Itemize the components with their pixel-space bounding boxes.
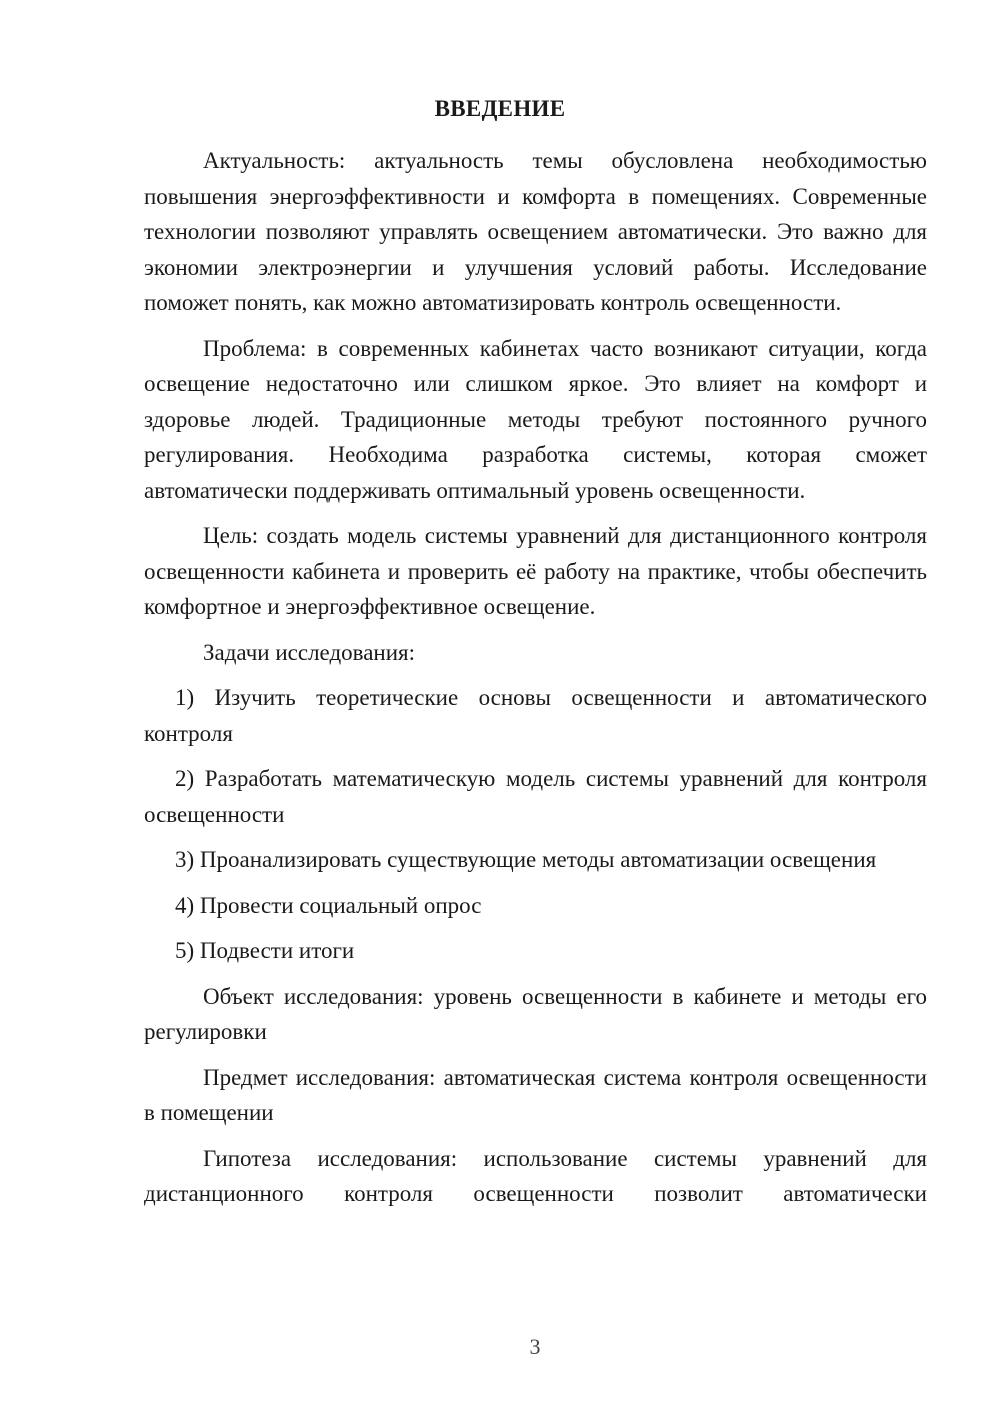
relevance-paragraph: Актуальность: актуальность темы обусловлена необходимостью повышения энергоэффективности и комфорта в помещениях. Современные технологии позволяют управлять освещением автоматически. Это важно для экономии электроэнергии и улучшения условий работы. Исследование поможет понять, как можно автоматизировать контроль освещенности. [144,148,927,315]
subject-paragraph: Предмет исследования: автоматическая система контроля освещенности в помещении [144,1064,927,1125]
object-paragraph: Объект исследования: уровень освещенности в кабинете и методы его регулировки [144,983,927,1044]
page-number: 3 [529,1334,541,1359]
goal-paragraph: Цель: создать модель системы уравнений для дистанционного контроля освещенности кабинета и проверить её работу на практике, чтобы обеспечить комфортное и энергоэффективное освещение. [144,523,927,619]
hypothesis-paragraph: Гипотеза исследования: использование системы уравнений для дистанционного контроля освещенности позволит автоматически [144,1145,927,1206]
document-body [144,143,927,1222]
tasks-heading: Задачи исследования: [203,639,416,665]
task-item: 3) Проанализировать существующие методы автоматизации освещения [175,847,877,872]
task-item: 1) Изучить теоретические основы освещенности и автоматического контроля [144,685,927,746]
task-item: 4) Провести социальный опрос [175,892,482,918]
task-item: 2) Разработать математическую модель системы уравнений для контроля освещенности [144,766,927,827]
page-title: ВВЕДЕНИЕ [434,96,566,121]
task-item: 5) Подвести итоги [175,938,355,963]
problem-paragraph: Проблема: в современных кабинетах часто возникают ситуации, когда освещение недостаточно или слишком яркое. Это влияет на комфорт и здоровье людей. Традиционные методы требуют постоянного ручного регулирования. Необходима разработка системы, которая сможет автоматически поддерживать оптимальный уровень освещенности. [144,335,927,503]
